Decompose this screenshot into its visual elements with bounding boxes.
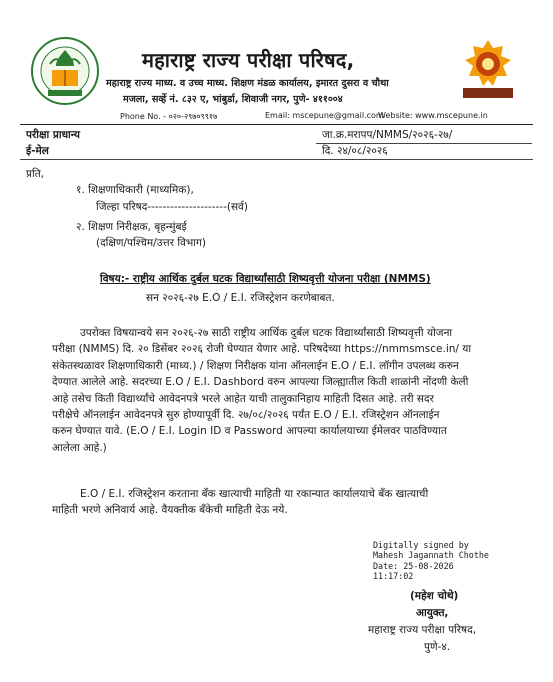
- body-line: माहिती भरणे अनिवार्य आहे. वैयक्तीक बँकेची माहिती देऊ नये.: [52, 504, 288, 517]
- signatory-designation: आयुक्त,: [416, 607, 449, 619]
- office-address-line2: मजला, सर्व्हे नं. ८३२ ए, भांबुर्डा, शिवाजी नगर, पुणे- ४११००४: [123, 94, 343, 105]
- office-address-line1: महाराष्ट्र राज्य माध्य. व उच्च माध्य. शिक्षण मंडळ कार्यालय, इमारत दुसरा व चौथा: [106, 78, 389, 89]
- phone-number: Phone No. - ०२०-२९७०९९१७: [120, 112, 218, 121]
- body-line: देण्यात आलेले आहे. सदरच्या E.O / E.I. Dashbord वरुन आपल्या जिल्ह्यातील किती शाळांनी नोंदणी केली: [52, 376, 469, 389]
- body-line: परीक्षा (NMMS) दि. २० डिसेंबर २०२६ रोजी घेण्यात येणार आहे. परिषदेच्या https://nmmsmsce.in/ या: [52, 343, 472, 356]
- state-seal: [457, 36, 519, 102]
- signatory-office: महाराष्ट्र राज्य परीक्षा परिषद,: [368, 624, 477, 636]
- body-line: संकेतस्थळावर शिक्षणाधिकारी (माध्य.) / शिक्षण निरीक्षक यांना ऑनलाईन E.O / E.I. लॉगीन उपलब्ध करुन: [52, 359, 459, 372]
- recipient-1-title: १. शिक्षणाधिकारी (माध्यमिक),: [76, 184, 194, 196]
- website-address: Website: www.mscepune.in: [378, 111, 488, 120]
- body-line: आहे तसेच किती विद्यार्थ्यांचे आवेदनपत्रे भरले आहेत याची तालुकानिहाय माहिती दिसत आहे. तरी सदर: [52, 392, 434, 405]
- signatory-name: (महेश चोथे): [410, 590, 459, 602]
- email-address: Email: mscepune@gmail.com: [265, 111, 384, 120]
- priority-label: परीक्षा प्राधान्य: [26, 129, 80, 141]
- recipient-2-office: (दक्षिण/पश्चिम/उत्तर विभाग): [96, 237, 206, 249]
- recipient-2-title: २. शिक्षण निरीक्षक, बृहन्मुंबई: [76, 221, 187, 233]
- signer-name: Mahesh Jagannath Chothe: [373, 550, 489, 561]
- digital-signature-block: [373, 540, 489, 582]
- subject-line: विषय:- राष्ट्रीय आर्थिक दुर्बल घटक विद्यार्थ्यांसाठी शिष्यवृत्ती योजना परीक्षा (NMMS): [100, 273, 431, 285]
- body-line: आलेला आहे.): [52, 441, 107, 454]
- addressee-salutation: प्रति,: [26, 168, 45, 180]
- signatory-city: पुणे-४.: [424, 641, 451, 653]
- body-paragraph-1: [52, 325, 471, 456]
- body-paragraph-2: [52, 486, 428, 519]
- signature-time: 11:17:02: [373, 571, 414, 582]
- shield-emblem-icon: [30, 36, 100, 106]
- body-line: करुन घेण्यात यावे. (E.O / E.I. Login ID व Password आपल्या कार्यालयाच्या ईमेलवर पाठविण्यात: [52, 425, 447, 438]
- letter-date: दि. २४/०८/२०२६: [322, 145, 388, 157]
- signature-line: Digitally signed by: [373, 540, 469, 550]
- council-emblem: [30, 36, 100, 106]
- ref-underline: [316, 143, 532, 144]
- body-line: E.O / E.I. रजिस्ट्रेशन करताना बँक खात्याची माहिती या रकान्यात कार्यालयाचे बँक खात्याची: [80, 488, 429, 500]
- recipient-1-office: जिल्हा परिषद---------------------(सर्व): [96, 201, 248, 213]
- reference-number: जा.क्र.मरापप/NMMS/२०२६-२७/: [322, 129, 453, 141]
- ref-divider: [20, 159, 533, 160]
- letterhead-divider: [20, 124, 533, 125]
- dispatch-mode: ई-मेल: [26, 145, 49, 157]
- council-title: महाराष्ट्र राज्य परीक्षा परिषद,: [142, 48, 355, 72]
- state-seal-icon: [457, 36, 519, 102]
- signature-date: Date: 25-08-2026: [373, 560, 454, 571]
- subject-subline: सन २०२६-२७ E.O / E.I. रजिस्ट्रेशन करणेबाबत.: [146, 292, 335, 304]
- body-line: परीक्षेचे ऑनलाईन आवेदनपत्रे सुरु होण्यापूर्वी दि. २७/०८/२०२६ पर्यंत E.O / E.I. रजिस्ट्रेशन ऑनलाईन: [52, 409, 440, 422]
- body-line: उपरोक्त विषयान्वये सन २०२६-२७ साठी राष्ट्रीय आर्थिक दुर्बल घटक विद्यार्थ्यांसाठी शिष्यवृत्ती योजना: [80, 327, 453, 339]
